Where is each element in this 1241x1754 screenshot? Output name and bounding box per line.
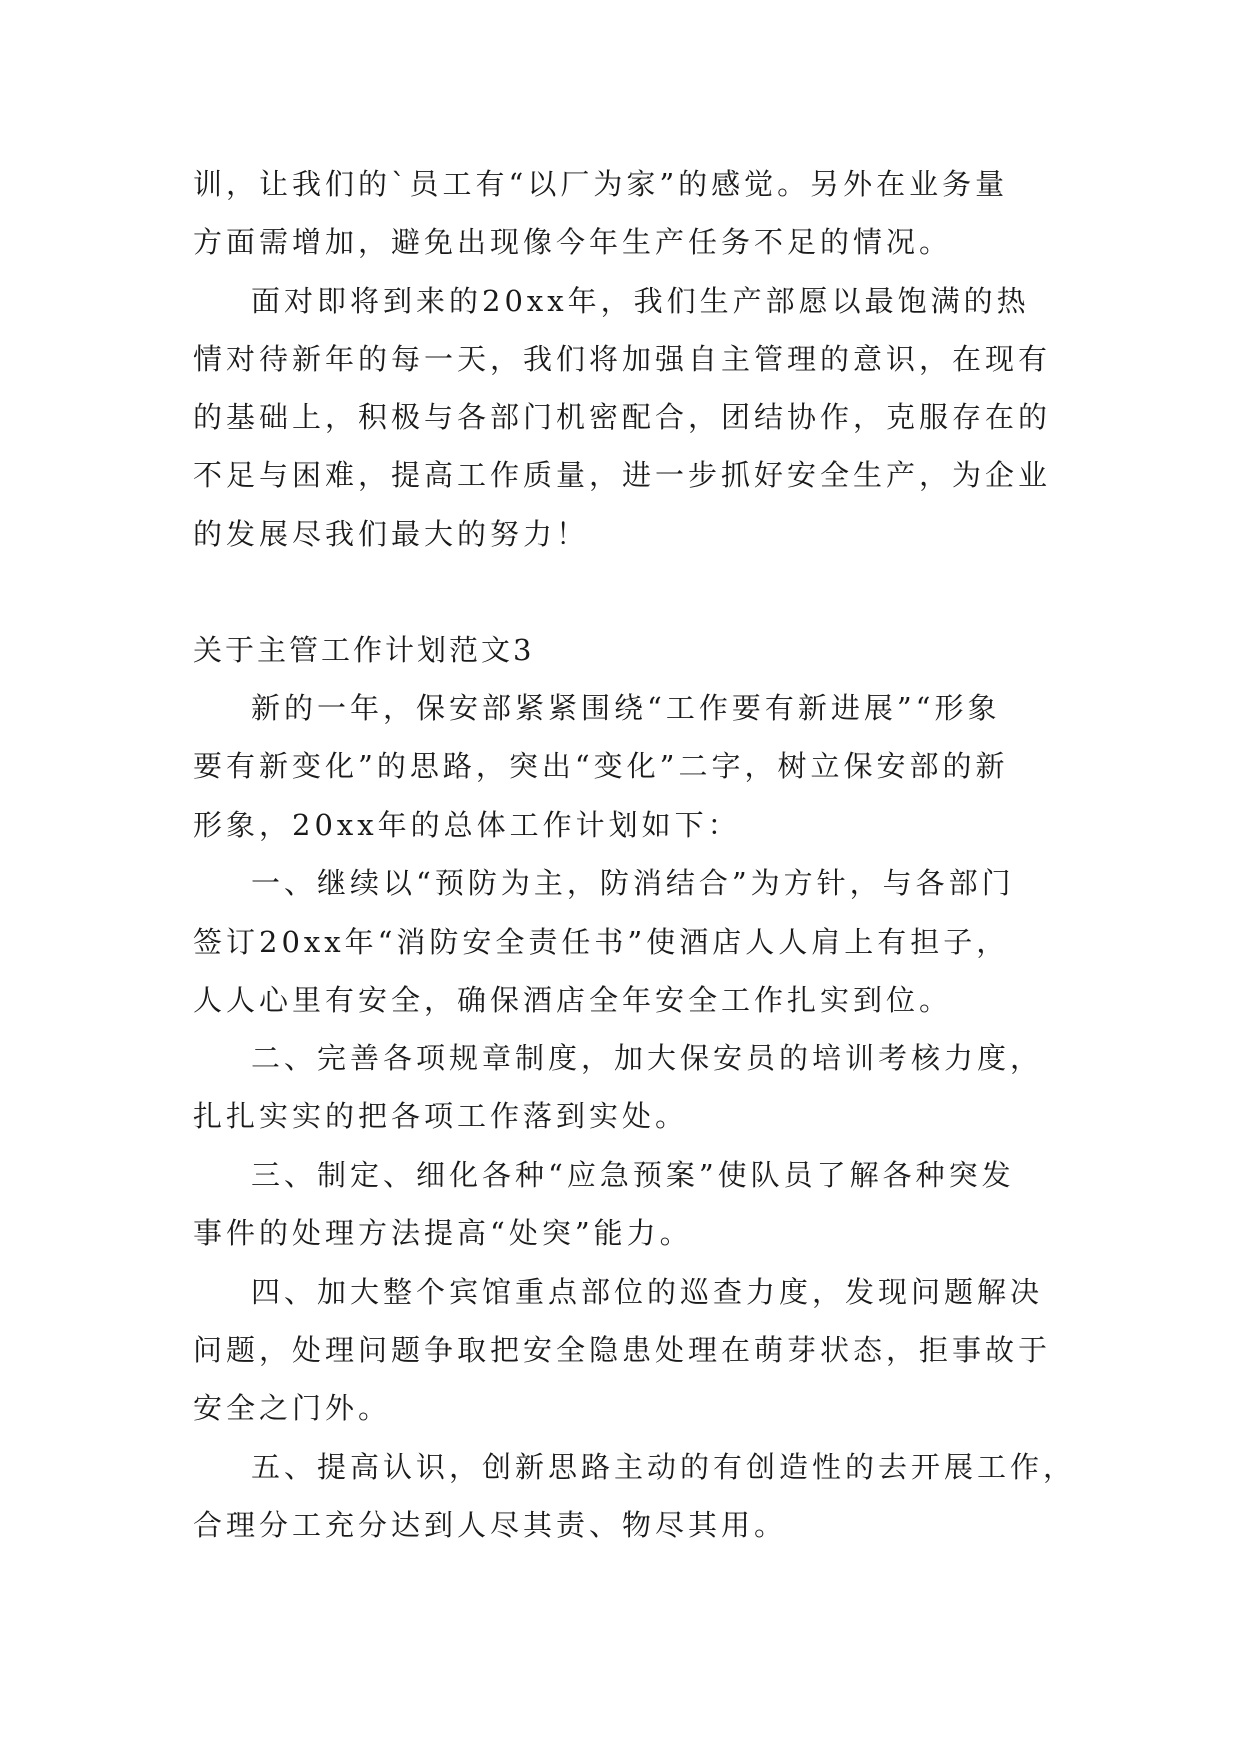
item-3-line-2: 事件的处理方法提高“处突”能力。 (193, 1216, 693, 1250)
intro-paragraph-line-2: 要有新变化”的思路，突出“变化”二字，树立保安部的新 (193, 749, 1009, 783)
item-4-line-1: 四、加大整个宾馆重点部位的巡查力度，发现问题解决 (251, 1275, 1044, 1309)
item-1-line-3: 人人心里有安全，确保酒店全年安全工作扎实到位。 (193, 983, 953, 1017)
item-5-line-2: 合理分工充分达到人尽其责、物尽其用。 (193, 1508, 788, 1542)
item-1-line-2: 签订20xx年“消防安全责任书”使酒店人人肩上有担子， (193, 925, 1010, 959)
section-title: 关于主管工作计划范文3 (193, 633, 535, 667)
item-5-line-1: 五、提高认识，创新思路主动的有创造性的去开展工作， (251, 1450, 1077, 1484)
item-2-line-1: 二、完善各项规章制度，加大保安员的培训考核力度， (251, 1041, 1044, 1075)
continued-paragraph-line-2: 方面需增加，避免出现像今年生产任务不足的情况。 (193, 225, 953, 259)
item-4-line-3: 安全之门外。 (193, 1391, 392, 1425)
item-2-line-2: 扎扎实实的把各项工作落到实处。 (193, 1099, 689, 1133)
closing-paragraph-line-3: 的基础上，积极与各部门机密配合，团结协作，克服存在的 (193, 400, 1052, 434)
closing-paragraph-line-2: 情对待新年的每一天，我们将加强自主管理的意识，在现有 (193, 342, 1052, 376)
closing-paragraph-line-5: 的发展尽我们最大的努力！ (193, 517, 590, 551)
item-3-line-1: 三、制定、细化各种“应急预案”使队员了解各种突发 (251, 1158, 1015, 1192)
closing-paragraph-line-4: 不足与困难，提高工作质量，进一步抓好安全生产，为企业 (193, 458, 1052, 492)
item-4-line-2: 问题，处理问题争取把安全隐患处理在萌芽状态，拒事故于 (193, 1333, 1052, 1367)
item-1-line-1: 一、继续以“预防为主，防消结合”为方针，与各部门 (251, 866, 1015, 900)
intro-paragraph-line-3: 形象，20xx年的总体工作计划如下： (193, 808, 741, 842)
closing-paragraph-line-1: 面对即将到来的20xx年，我们生产部愿以最饱满的热 (251, 284, 1030, 318)
intro-paragraph-line-1: 新的一年，保安部紧紧围绕“工作要有新进展”“形象 (251, 691, 1001, 725)
continued-paragraph-line-1: 训，让我们的`员工有“以厂为家”的感觉。另外在业务量 (193, 167, 1009, 201)
